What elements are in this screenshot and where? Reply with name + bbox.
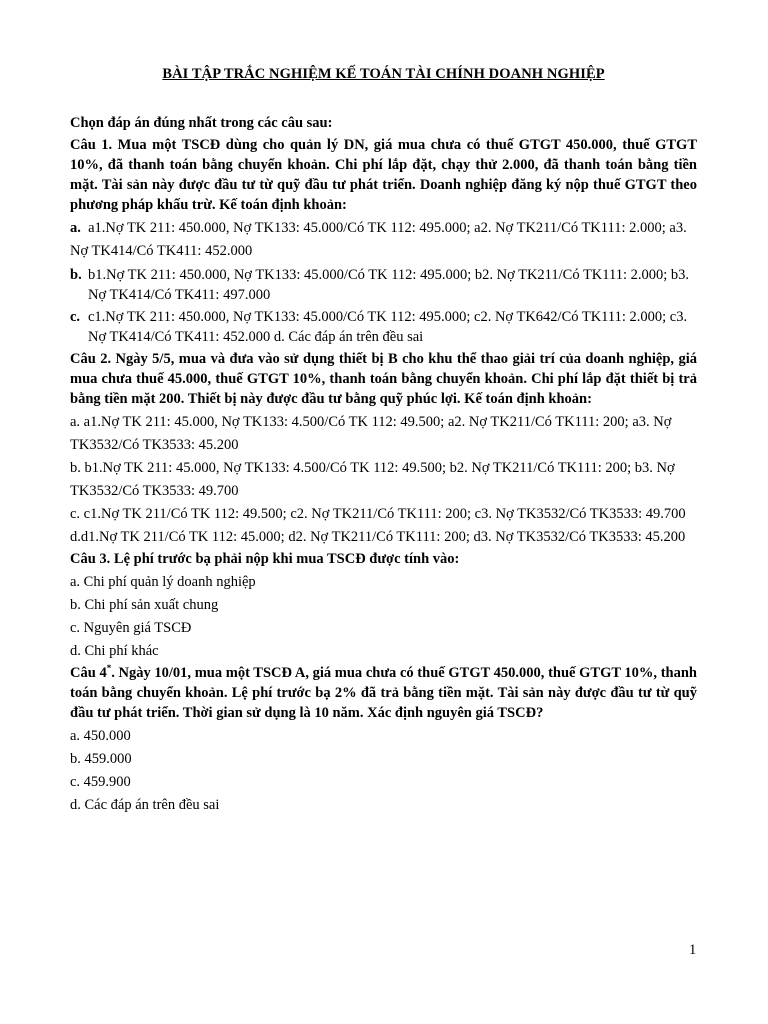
question-3-option-b: b. Chi phí sản xuất chung <box>70 597 219 613</box>
page-number: 1 <box>689 942 697 958</box>
question-4-option-d: d. Các đáp án trên đều sai <box>70 797 220 813</box>
question-4-option-c: c. 459.900 <box>70 774 131 790</box>
question-2-option-c: c. c1.Nợ TK 211/Có TK 112: 49.500; c2. Nợ TK211/Có TK111: 200; c3. Nợ TK3532/Có TK3533: 49.700 <box>70 506 686 522</box>
question-4-option-b: b. 459.000 <box>70 751 132 767</box>
option-label: c. <box>70 309 81 325</box>
question-2-option-a: a. a1.Nợ TK 211: 45.000, Nợ TK133: 4.500/Có TK 112: 49.500; a2. Nợ TK211/Có TK111: 200; a3. Nợ TK3532/Có TK3533: 45.200 <box>70 414 672 453</box>
question-3: Câu 3. Lệ phí trước bạ phải nộp khi mua TSCĐ được tính vào: <box>70 551 460 567</box>
option-text: b1.Nợ TK 211: 450.000, Nợ TK133: 45.000/Có TK 112: 495.000; b2. Nợ TK211/Có TK111: 2.000; b3. Nợ TK414/Có TK411: 497.000 <box>88 267 690 303</box>
question-4-option-a: a. 450.000 <box>70 728 131 744</box>
question-3-option-d: d. Chi phí khác <box>70 643 159 659</box>
option-text: c1.Nợ TK 211: 450.000, Nợ TK133: 45.000/Có TK 112: 495.000; c2. Nợ TK642/Có TK111: 2.000; c3. Nợ TK414/Có TK411: 452.000 d. Các đáp án trên đều sai <box>88 309 688 345</box>
question-1: Câu 1. Mua một TSCĐ dùng cho quản lý DN, giá mua chưa có thuế GTGT 450.000, thuế GTGT 10%, đã thanh toán bằng chuyển khoản. Chi phí lắp đặt, chạy thử 2.000, đã thanh toán bằng tiền mặt. Tài sản này được đầu tư từ quỹ đầu tư phát triển. Doanh nghiệp đăng ký nộp thuế GTGT theo phương pháp khấu trừ. Kế toán định khoản: <box>70 137 697 213</box>
question-4-text: . Ngày 10/01, mua một TSCĐ A, giá mua chưa có thuế GTGT 450.000, thuế GTGT 10%, thanh toán bằng chuyển khoản. Lệ phí trước bạ 2% đã trả bằng tiền mặt. Tài sản này được đầu tư từ quỹ đầu tư phát triển. Thời gian sử dụng là 10 năm. Xác định nguyên giá TSCĐ? <box>70 665 697 721</box>
document-title: BÀI TẬP TRẮC NGHIỆM KẾ TOÁN TÀI CHÍNH DOANH NGHIỆP <box>162 66 605 82</box>
question-4-marker: * <box>106 663 112 674</box>
document-page <box>70 66 697 817</box>
question-1-option-b <box>70 265 697 305</box>
question-4-label: Câu 4 <box>70 665 107 681</box>
question-1-option-c <box>70 307 697 347</box>
option-label: a. <box>70 220 81 236</box>
question-2: Câu 2. Ngày 5/5, mua và đưa vào sử dụng thiết bị B cho khu thể thao giải trí của doanh nghiệp, giá mua chưa thuế 45.000, thuế GTGT 10%, thanh toán bằng chuyển khoản. Chi phí lắp đặt thiết bị trả bằng tiền mặt 200. Thiết bị này được đầu tư bằng quỹ phúc lợi. Kế toán định khoản: <box>70 351 697 407</box>
question-2-option-d: d.d1.Nợ TK 211/Có TK 112: 45.000; d2. Nợ TK211/Có TK111: 200; d3. Nợ TK3532/Có TK3533: 45.200 <box>70 529 686 545</box>
question-4 <box>70 663 697 723</box>
question-3-option-a: a. Chi phí quản lý doanh nghiệp <box>70 574 256 590</box>
question-1-option-a <box>70 217 697 263</box>
question-3-option-c: c. Nguyên giá TSCĐ <box>70 620 192 636</box>
option-label: b. <box>70 267 82 283</box>
instruction-text: Chọn đáp án đúng nhất trong các câu sau: <box>70 115 333 131</box>
question-2-option-b: b. b1.Nợ TK 211: 45.000, Nợ TK133: 4.500/Có TK 112: 49.500; b2. Nợ TK211/Có TK111: 200; b3. Nợ TK3532/Có TK3533: 49.700 <box>70 460 675 499</box>
option-text: a1.Nợ TK 211: 450.000, Nợ TK133: 45.000/Có TK 112: 495.000; a2. Nợ TK211/Có TK111: 2.000; a3. Nợ TK414/Có TK411: 452.000 <box>70 220 687 259</box>
